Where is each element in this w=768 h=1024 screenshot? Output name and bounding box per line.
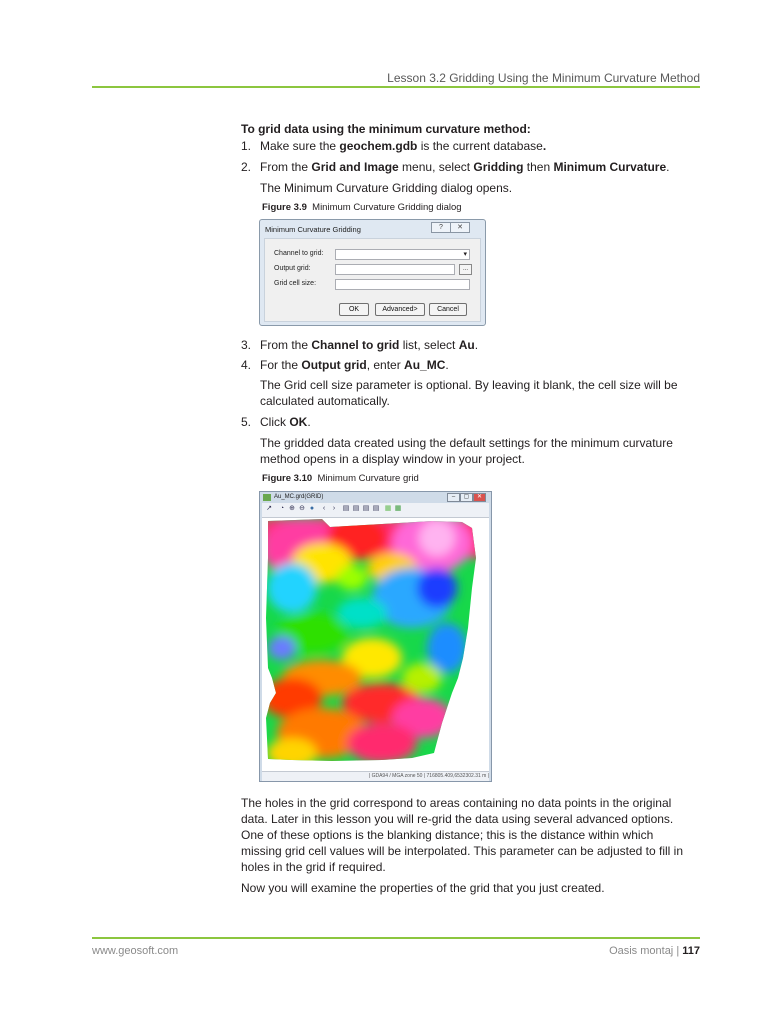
footer-rule [92, 937, 700, 939]
figure-caption-text: Minimum Curvature Gridding dialog [312, 202, 462, 213]
zoom-in-icon[interactable]: ⊕ [289, 505, 295, 512]
step-number: 5. [241, 415, 252, 429]
grid-cell-size-input[interactable] [335, 279, 470, 290]
layer-icon[interactable]: ▤ [342, 505, 350, 512]
dialog-title: Minimum Curvature Gridding [265, 225, 361, 234]
closing-line-5: holes in the grid if required. [241, 860, 386, 874]
grid-window-title: Au_MC.grd(GRID) [274, 494, 324, 500]
step-4 [241, 357, 711, 373]
step-2-note: The Minimum Curvature Gridding dialog opens. [260, 181, 513, 195]
step-bold: OK [289, 415, 308, 429]
step-bold: Gridding [473, 160, 524, 174]
close-icon[interactable]: ✕ [450, 222, 470, 233]
header-rule [92, 86, 700, 88]
step-4-note-line-2: calculated automatically. [260, 394, 390, 408]
step-text: , enter [366, 358, 405, 372]
step-text: . [307, 415, 311, 429]
pan-icon[interactable]: ◔ [279, 505, 285, 512]
step-5 [241, 414, 711, 430]
figure-3-9-caption [262, 202, 462, 213]
section-heading: To grid data using the minimum curvature method: [241, 122, 531, 136]
step-bold: Au_MC [404, 358, 446, 372]
step-text: From the [260, 338, 312, 352]
channel-to-grid-dropdown[interactable] [335, 249, 470, 260]
figure-number: Figure 3.10 [262, 473, 313, 484]
step-text: . [474, 338, 479, 352]
step-4-note-line-1: The Grid cell size parameter is optional. By leaving it blank, the cell size will be [260, 378, 678, 392]
footer-page [609, 945, 700, 957]
output-grid-label: Output grid: [274, 265, 311, 272]
back-icon[interactable]: ‹ [322, 505, 326, 512]
step-5-note-line-1: The gridded data created using the default settings for the minimum curvature [260, 436, 673, 450]
step-bold: Channel to grid [311, 338, 400, 352]
step-bold: . [542, 139, 547, 153]
layer-icon[interactable]: ▤ [372, 505, 380, 512]
step-number: 2. [241, 160, 252, 174]
browse-button[interactable]: ... [459, 264, 472, 275]
step-5-note-line-2: method opens in a display window in your project. [260, 452, 525, 466]
forward-icon[interactable]: › [332, 505, 336, 512]
step-text: menu, select [398, 160, 474, 174]
maximize-icon[interactable]: ▢ [460, 493, 473, 502]
figure-caption-text: Minimum Curvature grid [317, 473, 419, 484]
grid-icon[interactable]: ▦ [394, 505, 402, 512]
closing-line-3: One of these options is the blanking distance; this is the distance within which [241, 828, 654, 842]
step-text: then [523, 160, 554, 174]
channel-to-grid-label: Channel to grid: [274, 250, 324, 257]
grid-cell-size-label: Grid cell size: [274, 280, 317, 287]
step-text: Make sure the [260, 139, 340, 153]
step-bold: Output grid [301, 358, 367, 372]
step-2 [241, 159, 711, 175]
grid-status-bar: | GDA94 / MGA zone 50 | 716805.409,6532302.31 m | [262, 771, 489, 781]
running-header: Lesson 3.2 Gridding Using the Minimum Curvature Method [387, 71, 700, 85]
step-bold: Minimum Curvature [553, 160, 667, 174]
output-grid-input[interactable] [335, 264, 455, 275]
step-number: 1. [241, 139, 252, 153]
grid-window-icon [263, 494, 271, 501]
step-1 [241, 138, 711, 154]
step-text: . [666, 160, 670, 174]
step-text: is the current database [417, 139, 543, 153]
min-curvature-dialog [259, 219, 486, 326]
zoom-out-icon[interactable]: ⊖ [299, 505, 305, 512]
closing-line-6: Now you will examine the properties of the grid that you just created. [241, 881, 605, 895]
layer-icon[interactable]: ▤ [352, 505, 360, 512]
footer-website[interactable]: www.geosoft.com [92, 945, 179, 957]
cancel-button[interactable]: Cancel [429, 303, 467, 316]
step-text: . [445, 358, 449, 372]
grid-image[interactable] [262, 518, 489, 771]
pointer-icon[interactable]: ↗ [266, 505, 272, 512]
step-text: list, select [399, 338, 459, 352]
closing-line-2: data. Later in this lesson you will re-grid the data using several advanced options. [241, 812, 674, 826]
step-3 [241, 337, 711, 353]
step-bold: Au [458, 338, 475, 352]
step-text: For the [260, 358, 302, 372]
layer-icon[interactable]: ▤ [362, 505, 370, 512]
grid-colour-map [262, 518, 489, 771]
step-number: 4. [241, 358, 252, 372]
step-bold: Grid and Image [311, 160, 399, 174]
close-icon[interactable]: ✕ [473, 493, 486, 502]
footer-separator: | [673, 945, 683, 957]
grid-toolbar [262, 503, 489, 518]
step-text: From the [260, 160, 312, 174]
dialog-body [264, 238, 481, 322]
advanced-button[interactable]: Advanced> [375, 303, 425, 316]
full-extent-icon[interactable]: ● [309, 505, 315, 512]
footer-product: Oasis montaj [609, 945, 674, 957]
grid-display-window [259, 491, 492, 782]
chevron-down-icon: ▾ [463, 251, 467, 258]
figure-number: Figure 3.9 [262, 202, 307, 213]
page-number: 117 [682, 945, 700, 957]
closing-line-1: The holes in the grid correspond to areas containing no data points in the original [241, 796, 672, 810]
help-icon[interactable]: ? [431, 222, 451, 233]
step-text: Click [260, 415, 290, 429]
step-number: 3. [241, 338, 252, 352]
figure-3-10-caption [262, 473, 419, 484]
ok-button[interactable]: OK [339, 303, 369, 316]
colour-table-icon[interactable]: ▦ [384, 505, 392, 512]
closing-line-4: missing grid cell values will be interpolated. This parameter can be adjusted to fill in [241, 844, 684, 858]
minimize-icon[interactable]: – [447, 493, 460, 502]
step-bold: geochem.gdb [339, 139, 418, 153]
